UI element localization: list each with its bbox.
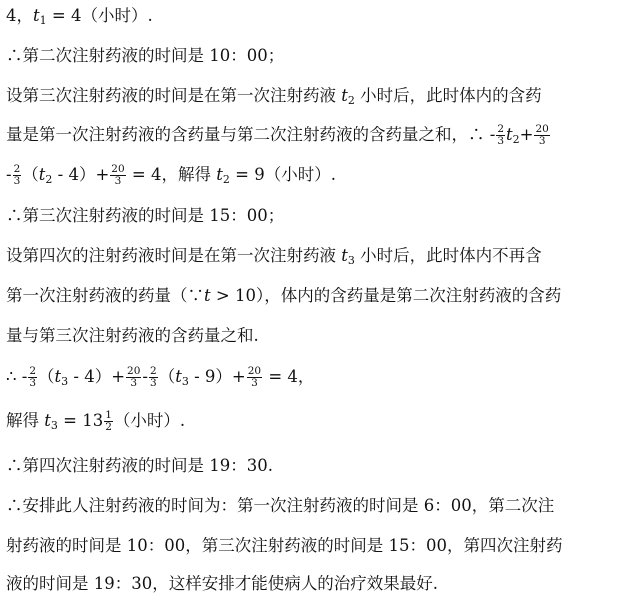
subscript: 1 bbox=[39, 14, 47, 27]
fraction bbox=[28, 366, 37, 389]
numerator: 20 bbox=[247, 365, 262, 377]
numerator: 20 bbox=[535, 123, 549, 135]
subscript: 2 bbox=[45, 173, 53, 186]
line-6 bbox=[6, 206, 636, 226]
numerator: 20 bbox=[111, 163, 125, 175]
fraction bbox=[496, 124, 505, 147]
var-t: t bbox=[38, 165, 46, 184]
fraction bbox=[534, 124, 549, 147]
subscript: 2 bbox=[222, 173, 230, 186]
text: 4， bbox=[6, 6, 33, 25]
subscript: 3 bbox=[347, 254, 355, 267]
denominator: 3 bbox=[13, 175, 21, 187]
var-t: t bbox=[341, 246, 348, 265]
text: 小时后，此时体内的含药 bbox=[354, 86, 542, 105]
var-t: t bbox=[341, 86, 348, 105]
denominator: 3 bbox=[251, 377, 258, 389]
fraction bbox=[13, 164, 22, 187]
line-8 bbox=[6, 286, 636, 306]
text: = 13 bbox=[57, 411, 104, 430]
line-12 bbox=[6, 456, 636, 476]
denominator: 2 bbox=[105, 421, 112, 433]
text: 射药液的时间是 10：00，第三次注射药液的时间是 15：00，第四次注射药 bbox=[6, 536, 563, 555]
text: - bbox=[6, 165, 12, 184]
numerator: 2 bbox=[150, 365, 157, 377]
text: = 4（小时）. bbox=[46, 6, 153, 25]
text: - 4）+ bbox=[68, 367, 126, 386]
var-t: t bbox=[44, 411, 51, 430]
denominator: 3 bbox=[150, 377, 157, 389]
line-4 bbox=[6, 124, 636, 147]
fraction bbox=[110, 164, 125, 187]
denominator: 3 bbox=[538, 135, 546, 147]
numerator: 2 bbox=[497, 123, 505, 135]
text: （ bbox=[38, 367, 55, 386]
text: 液的时间是 19：30，这样安排才能使病人的治疗效果最好. bbox=[6, 574, 438, 593]
numerator: 2 bbox=[29, 365, 37, 377]
text: ∴第三次注射药液的时间是 15：00； bbox=[6, 206, 285, 225]
denominator: 3 bbox=[497, 135, 505, 147]
fraction bbox=[247, 366, 262, 389]
line-14 bbox=[6, 536, 636, 556]
line-3 bbox=[6, 86, 636, 106]
text: 解得 bbox=[6, 411, 45, 430]
text: ∴ - bbox=[6, 367, 28, 386]
text: ∴第四次注射药液的时间是 19：30. bbox=[6, 456, 273, 475]
var-t: t bbox=[33, 6, 40, 25]
fraction bbox=[104, 410, 113, 433]
numerator: 1 bbox=[105, 409, 112, 421]
line-11 bbox=[6, 410, 636, 433]
denominator: 3 bbox=[114, 175, 122, 187]
var-t: t bbox=[175, 367, 182, 386]
subscript: 2 bbox=[347, 94, 355, 107]
line-13 bbox=[6, 496, 636, 516]
fraction bbox=[126, 366, 141, 389]
text: = 4，解得 bbox=[126, 165, 217, 184]
text: ∴安排此人注射药液的时间为：第一次注射药液的时间是 6：00，第二次注 bbox=[6, 496, 555, 515]
var-t: t bbox=[54, 367, 62, 386]
text: ∴第二次注射药液的时间是 10：00； bbox=[6, 46, 285, 65]
text: - 9）+ bbox=[188, 367, 246, 386]
line-9 bbox=[6, 326, 636, 346]
line-1 bbox=[6, 6, 636, 26]
subscript: 2 bbox=[512, 133, 520, 146]
subscript: 3 bbox=[61, 375, 69, 388]
denominator: 3 bbox=[29, 377, 37, 389]
fraction bbox=[149, 366, 158, 389]
text: > 10），体内的含药量是第二次注射药液的含药 bbox=[210, 286, 562, 305]
denominator: 3 bbox=[130, 377, 138, 389]
line-15 bbox=[6, 574, 636, 594]
var-t: t bbox=[204, 286, 211, 305]
text: 量是第一次注射药液的含药量与第二次注射药液的含药量之和，∴ - bbox=[6, 125, 496, 144]
text: （ bbox=[22, 165, 39, 184]
subscript: 3 bbox=[50, 419, 58, 432]
text: 小时后，此时体内不再含 bbox=[354, 246, 542, 265]
numerator: 20 bbox=[127, 365, 141, 377]
text: （小时）. bbox=[113, 411, 186, 430]
text: 第一次注射药液的药量（∵ bbox=[6, 286, 204, 305]
text: 设第三次注射药液的时间是在第一次注射药液 bbox=[6, 86, 342, 105]
text: 设第四次的注射药液时间是在第一次注射药液 bbox=[6, 246, 342, 265]
subscript: 3 bbox=[181, 375, 189, 388]
numerator: 2 bbox=[13, 163, 21, 175]
text: （ bbox=[158, 367, 176, 386]
var-t: t bbox=[506, 125, 513, 144]
var-t: t bbox=[216, 165, 223, 184]
line-7 bbox=[6, 246, 636, 266]
line-5 bbox=[6, 164, 636, 187]
text: = 4， bbox=[263, 367, 315, 386]
text: = 9（小时）. bbox=[229, 165, 336, 184]
line-2 bbox=[6, 46, 636, 66]
line-10 bbox=[6, 366, 636, 389]
text: - bbox=[142, 367, 148, 386]
text: + bbox=[519, 125, 534, 144]
text: 量与第三次注射药液的含药量之和. bbox=[6, 326, 259, 345]
text: - 4）+ bbox=[52, 165, 110, 184]
